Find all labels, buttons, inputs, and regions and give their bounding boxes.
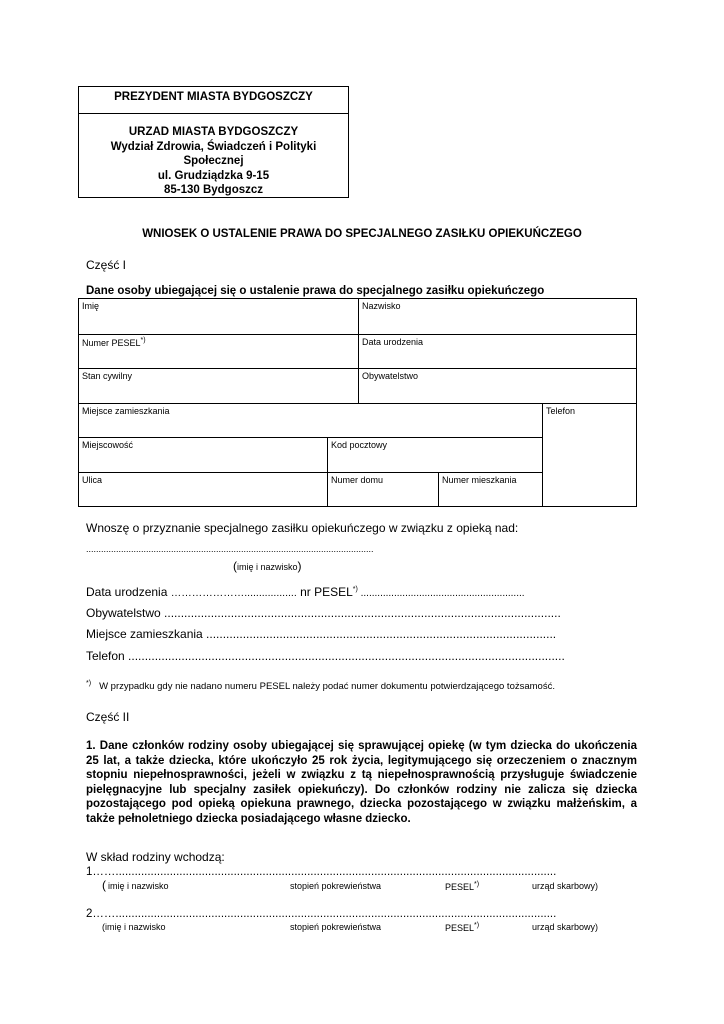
postal-code-field[interactable] — [327, 437, 542, 472]
pesel-dots: ........................................................... — [357, 588, 525, 599]
caption-relation: stopień pokrewieństwa — [290, 881, 382, 891]
table-border-right — [636, 298, 637, 507]
caption-tax-office: urząd skarbowy) — [532, 881, 599, 891]
street-label: Ulica — [82, 475, 103, 485]
family-member-line-2[interactable]: 2…….......................................................................................................................................... — [86, 908, 557, 920]
pesel-field[interactable] — [78, 334, 358, 368]
address-line: Wydział Zdrowia, Świadczeń i Polityki — [110, 140, 317, 153]
caption-pesel: PESEL*) — [445, 881, 480, 892]
residence-label: Miejsce zamieszkania — [82, 406, 170, 416]
family-intro: W skład rodziny wchodzą: — [86, 850, 225, 864]
pesel-inline-mark: *) — [352, 586, 358, 593]
caption-name: (imię i nazwisko — [102, 922, 166, 932]
applicant-data-table — [78, 298, 637, 507]
marital-status-field[interactable] — [78, 368, 358, 403]
cared-residence-line[interactable]: Miejsce zamieszkania ......................................................................................................... — [86, 627, 557, 641]
caption-text: imię i nazwisko — [237, 562, 298, 572]
cared-person-name-line[interactable]: ................................................................................................................... — [86, 544, 374, 554]
address-line: ul. Grudziądzka 9-15 — [157, 169, 270, 182]
residence-field — [78, 403, 542, 437]
office-header-box — [78, 86, 349, 198]
caption-open-paren: ( — [102, 878, 106, 892]
pesel-footnote-mark: *) — [140, 337, 146, 344]
part2-label: Część II — [86, 710, 130, 724]
footnote-mark: *) — [86, 680, 92, 687]
cared-person-name-caption — [233, 557, 302, 575]
marital-status-label: Stan cywilny — [82, 371, 133, 381]
pesel-inline-label: nr PESEL — [296, 585, 353, 599]
caption-tax-office: urząd skarbowy) — [532, 922, 599, 932]
citizenship-field[interactable] — [358, 368, 637, 403]
birth-dots: ………………….................. — [170, 587, 297, 599]
document-title: WNIOSEK O USTALENIE PRAWA DO SPECJALNEGO ZASIŁKU OPIEKUŃCZEGO — [142, 228, 582, 240]
office-address — [79, 125, 348, 198]
address-line: 85-130 Bydgoszcz — [163, 184, 264, 197]
phone-label: Telefon — [546, 406, 576, 416]
footnote-text: W przypadku gdy nie nadano numeru PESEL należy podać numer dokumentu potwierdzającego tożsamość. — [99, 681, 555, 692]
table-border-bottom — [78, 506, 637, 507]
postal-code-label: Kod pocztowy — [331, 440, 388, 450]
family-member-caption-1 — [102, 880, 622, 896]
address-line: URZAD MIASTA BYDGOSZCZY — [128, 126, 299, 138]
apartment-number-label: Numer mieszkania — [442, 475, 517, 485]
care-request-text: Wnoszę o przyznanie specjalnego zasiłku opiekuńczego w związku z opieką nad: — [86, 521, 519, 535]
part1-label: Część I — [86, 258, 127, 272]
caption-open-paren: ( — [233, 559, 237, 573]
pesel-label: Numer PESEL — [82, 338, 141, 348]
birth-date-label: Data urodzenia — [362, 337, 424, 347]
caption-name: imię i nazwisko — [108, 881, 169, 891]
first-name-field[interactable] — [78, 298, 358, 334]
birth-date-field[interactable] — [358, 334, 637, 368]
part1-section-heading: Dane osoby ubiegającej się o ustalenie prawa do specjalnego zasiłku opiekuńczego — [86, 285, 545, 297]
last-name-field[interactable] — [358, 298, 637, 334]
office-name: PREZYDENT MIASTA BYDGOSZCZY — [79, 87, 348, 114]
birth-label: Data urodzenia — [86, 585, 171, 599]
birth-pesel-line[interactable] — [86, 585, 525, 599]
apartment-number-field[interactable] — [438, 472, 542, 507]
family-member-caption-2 — [102, 921, 622, 937]
cared-phone-line[interactable]: Telefon ................................................................................................................................... — [86, 649, 565, 663]
caption-close-paren: ) — [297, 559, 302, 573]
first-name-label: Imię — [82, 301, 100, 311]
street-field[interactable] — [78, 472, 327, 507]
citizenship-label: Obywatelstwo — [362, 371, 419, 381]
family-member-line-1[interactable]: 1…….......................................................................................................................................... — [86, 866, 557, 878]
town-field[interactable] — [78, 437, 327, 472]
pesel-footnote — [86, 680, 555, 692]
family-members-paragraph: 1. Dane członków rodziny osoby ubiegającej się sprawującej opiekę (w tym dziecka do ukończenia 25 lat, a także dziecka, które ukończyło 25 rok życia, legitymującego się orzeczeniem o znacznym stopniu niepełnosprawności, jeżeli w związku z tą niepełnosprawnością przysługuje świadczenie pielęgnacyjne lub specjalny zasiłek opiekuńczy). Do członków rodziny nie zalicza się dziecka pozostającego pod opieką opiekuna prawnego, dziecka pozostającego w związku małżeńskim, a także pełnoletniego dziecka posiadającego własne dziecko. — [86, 740, 637, 825]
last-name-label: Nazwisko — [362, 301, 401, 311]
town-label: Miejscowość — [82, 440, 134, 450]
house-number-label: Numer domu — [331, 475, 384, 485]
address-line: Społecznej — [183, 155, 244, 168]
phone-field[interactable] — [542, 403, 637, 507]
house-number-field[interactable] — [327, 472, 438, 507]
caption-relation: stopień pokrewieństwa — [290, 922, 382, 932]
cared-citizenship-line[interactable]: Obywatelstwo ....................................................................................................................... — [86, 606, 561, 620]
caption-pesel: PESEL*) — [445, 922, 480, 933]
